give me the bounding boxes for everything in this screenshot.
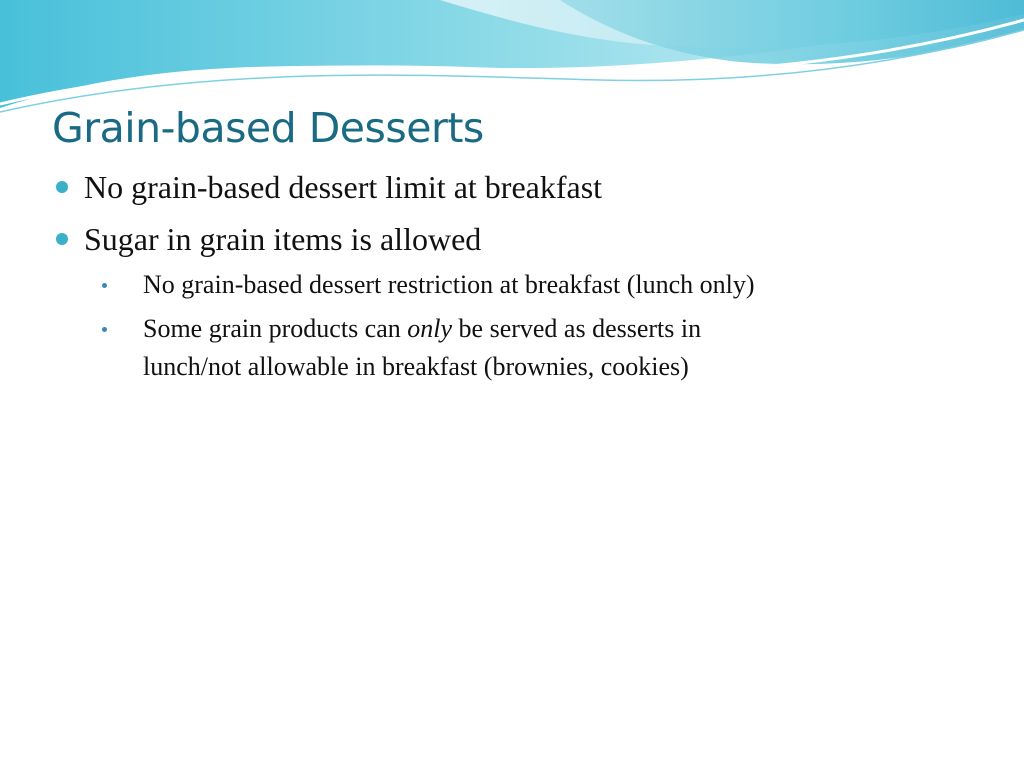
bullet-text: Sugar in grain items is allowed: [84, 221, 482, 257]
slide-title: Grain-based Desserts: [52, 104, 484, 152]
sub-bullet-text-part: Some grain products can: [143, 314, 408, 343]
bullet-item: [56, 220, 976, 258]
sub-bullet-list: [56, 266, 976, 386]
sub-bullet-item: [56, 310, 976, 386]
slide-content: [56, 168, 976, 392]
bullet-dot-icon: [56, 233, 68, 245]
small-bullet-dot-icon: [102, 283, 107, 288]
sub-bullet-text-line-1: [143, 310, 976, 348]
sub-bullet-text: No grain-based dessert restriction at breakfast (lunch only): [143, 270, 755, 299]
sub-bullet-text-line-2: lunch/not allowable in breakfast (brownies, cookies): [143, 352, 689, 381]
bullet-dot-icon: [56, 181, 68, 193]
sub-bullet-emphasis: only: [407, 314, 453, 343]
sub-bullet-text-part: be served as desserts in: [452, 314, 702, 343]
small-bullet-dot-icon: [102, 327, 107, 332]
sub-bullet-item: [56, 266, 976, 304]
wave-decoration-icon: [0, 0, 1024, 120]
bullet-item: [56, 168, 976, 206]
bullet-text: No grain-based dessert limit at breakfast: [84, 169, 603, 205]
